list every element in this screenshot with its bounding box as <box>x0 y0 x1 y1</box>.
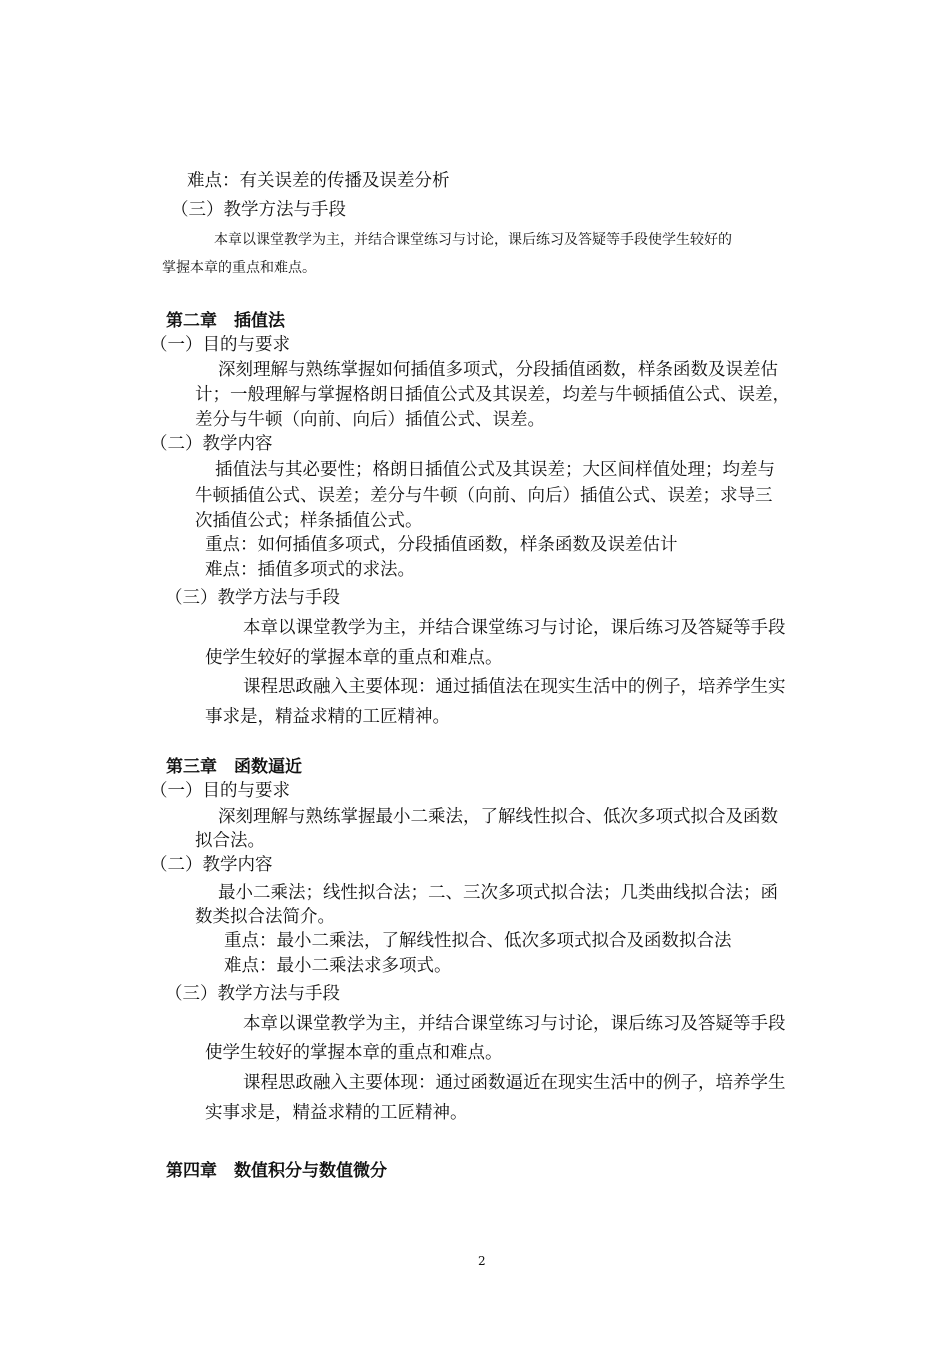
ch3-ideology-line2: 实事求是，精益求精的工匠精神。 <box>205 1103 468 1123</box>
ch2-goal-line2: 计；一般理解与掌握格朗日插值公式及其误差，均差与牛顿插值公式、误差， <box>195 385 790 405</box>
ch2-content-line2: 牛顿插值公式、误差；差分与牛顿（向前、向后）插值公式、误差；求导三 <box>195 486 773 506</box>
ch3-method-line1: 本章以课堂教学为主，并结合课堂练习与讨论，课后练习及答疑等手段 <box>243 1014 786 1034</box>
ch2-method-line1: 本章以课堂教学为主，并结合课堂练习与讨论，课后练习及答疑等手段 <box>243 618 786 638</box>
ch3-goal-line1: 深刻理解与熟练掌握最小二乘法，了解线性拟合、低次多项式拟合及函数 <box>218 807 778 827</box>
ch3-key-points: 重点：最小二乘法，了解线性拟合、低次多项式拟合及函数拟合法 <box>224 931 732 951</box>
ch2-ideology-line1: 课程思政融入主要体现：通过插值法在现实生活中的例子，培养学生实 <box>243 677 786 697</box>
ch2-difficulty: 难点：插值多项式的求法。 <box>205 560 415 580</box>
page-number: 2 <box>478 1254 486 1268</box>
ch2-content-heading: （二）教学内容 <box>150 434 273 454</box>
ch3-difficulty: 难点：最小二乘法求多项式。 <box>224 956 452 976</box>
ch3-content-line2: 数类拟合法简介。 <box>195 907 335 927</box>
chapter2-title: 第二章 插值法 <box>166 311 285 331</box>
ch3-ideology-line1: 课程思政融入主要体现：通过函数逼近在现实生活中的例子，培养学生 <box>243 1073 786 1093</box>
ch2-method-heading: （三）教学方法与手段 <box>165 588 340 608</box>
ch2-content-line1: 插值法与其必要性；格朗日插值公式及其误差；大区间样值处理；均差与 <box>215 460 775 480</box>
ch2-goal-heading: （一）目的与要求 <box>150 335 290 355</box>
ch3-goal-heading: （一）目的与要求 <box>150 781 290 801</box>
intro-method-heading: （三）教学方法与手段 <box>171 200 346 220</box>
intro-difficulty: 难点：有关误差的传播及误差分析 <box>187 171 450 191</box>
ch2-goal-line1: 深刻理解与熟练掌握如何插值多项式，分段插值函数，样条函数及误差估 <box>218 360 778 380</box>
ch3-method-line2: 使学生较好的掌握本章的重点和难点。 <box>205 1043 503 1063</box>
ch3-goal-line2: 拟合法。 <box>195 831 265 851</box>
ch2-goal-line3: 差分与牛顿（向前、向后）插值公式、误差。 <box>195 410 545 430</box>
ch3-method-heading: （三）教学方法与手段 <box>165 984 340 1004</box>
intro-method-line1: 本章以课堂教学为主，并结合课堂练习与讨论，课后练习及答疑等手段使学生较好的 <box>214 232 732 248</box>
chapter3-title: 第三章 函数逼近 <box>166 757 302 777</box>
ch2-content-line3: 次插值公式；样条插值公式。 <box>195 511 423 531</box>
ch2-ideology-line2: 事求是，精益求精的工匠精神。 <box>205 707 450 727</box>
intro-method-line2: 掌握本章的重点和难点。 <box>162 260 316 276</box>
ch2-key-points: 重点：如何插值多项式，分段插值函数，样条函数及误差估计 <box>205 535 678 555</box>
ch3-content-heading: （二）教学内容 <box>150 855 273 875</box>
ch2-method-line2: 使学生较好的掌握本章的重点和难点。 <box>205 648 503 668</box>
chapter4-title: 第四章 数值积分与数值微分 <box>166 1161 387 1181</box>
ch3-content-line1: 最小二乘法；线性拟合法；二、三次多项式拟合法；几类曲线拟合法；函 <box>218 883 778 903</box>
